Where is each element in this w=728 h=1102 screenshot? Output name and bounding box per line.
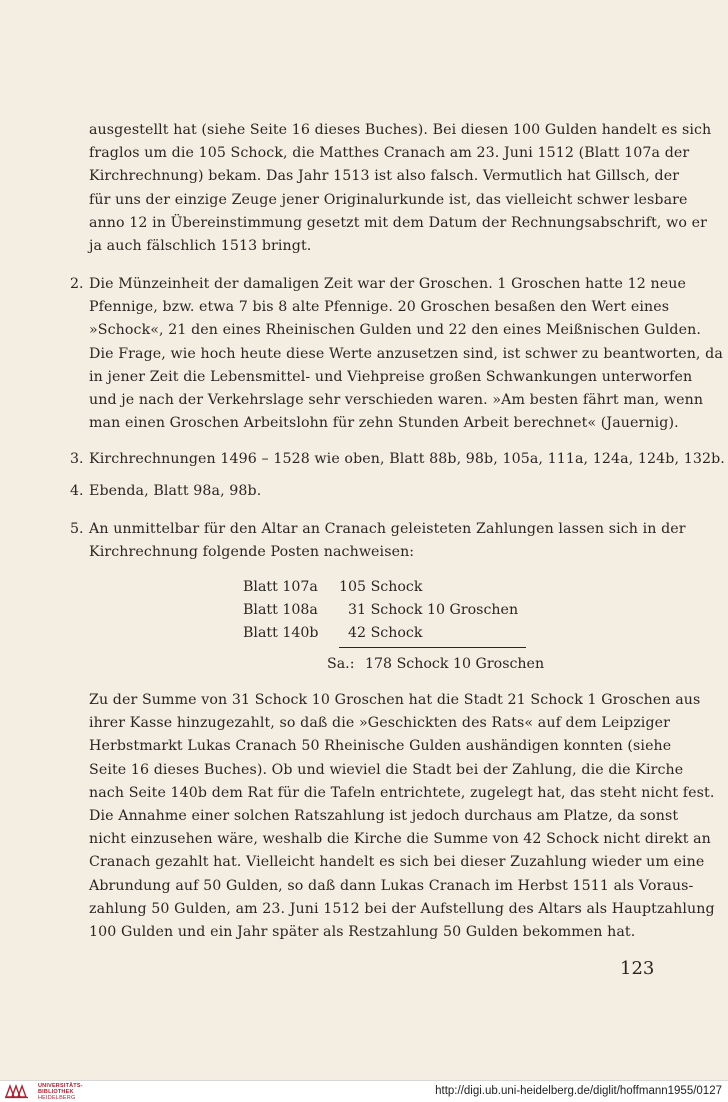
text-line: »Schock«, 21 den eines Rheinischen Gulden und 22 den eines Meißnischen Gulden.	[89, 322, 701, 339]
text-line: Abrundung auf 50 Gulden, so daß dann Lukas Cranach im Herbst 1511 als Voraus-	[89, 877, 694, 894]
library-name[interactable]	[38, 1083, 83, 1101]
ledger-ref: Blatt 108a	[243, 602, 318, 619]
text-line: Kirchrechnungen 1496 – 1528 wie oben, Blatt 88b, 98b, 105a, 111a, 124a, 124b, 132b.	[89, 451, 725, 467]
text-line: Ebenda, Blatt 98a, 98b.	[89, 483, 262, 499]
payment-ledger	[243, 576, 529, 646]
text-line: in jener Zeit die Lebensmittel- und Viehpreise großen Schwankungen unterworfen	[89, 368, 693, 385]
text-line: ihrer Kasse hinzugezahlt, so daß die »Geschickten des Rats« auf dem Leipziger	[89, 715, 670, 732]
text-line: und je nach der Verkehrslage sehr verschieden waren. »Am besten fährt man, wenn	[89, 392, 704, 409]
text-line: man einen Groschen Arbeitslohn für zehn Stunden Arbeit berechnet« (Jauernig).	[89, 415, 679, 432]
text-line: nicht einzusehen wäre, weshalb die Kirche die Summe von 42 Schock nicht direkt an	[89, 831, 711, 848]
note-number: 4.	[70, 483, 84, 499]
ledger-sum	[327, 653, 544, 676]
permalink-url[interactable]: http://digi.ub.uni-heidelberg.de/diglit/hoffmann1955/0127	[435, 1085, 722, 1097]
text-line: Herbstmarkt Lukas Cranach 50 Rheinische Gulden aushändigen konnten (siehe	[89, 738, 672, 755]
closing-paragraph	[89, 689, 715, 944]
intro-paragraph	[89, 119, 712, 258]
text-line: zahlung 50 Gulden, am 23. Juni 1512 bei der Aufstellung des Altars als Hauptzahlung	[89, 900, 715, 917]
ledger-row	[243, 599, 529, 622]
ledger-row	[243, 576, 529, 599]
ledger-sum-rule	[339, 647, 526, 648]
text-line: fraglos um die 105 Schock, die Matthes Cranach am 23. Juni 1512 (Blatt 107a der	[89, 145, 690, 162]
text-line: 100 Gulden und ein Jahr später als Restzahlung 50 Gulden bekommen hat.	[89, 924, 636, 941]
text-line: ja auch fälschlich 1513 bringt.	[89, 238, 312, 255]
text-line: Die Münzeinheit der damaligen Zeit war der Groschen. 1 Groschen hatte 12 neue	[89, 276, 686, 292]
note-4-paragraph	[89, 480, 653, 503]
text-line: Die Frage, wie hoch heute diese Werte anzusetzen sind, ist schwer zu beantworten, da	[89, 345, 723, 362]
note-number: 3.	[70, 451, 84, 467]
ledger-ref: Blatt 140b	[243, 625, 319, 642]
ledger-amount: 105 Schock	[339, 579, 423, 595]
text-line: nach Seite 140b dem Rat für die Tafeln entrichtete, zugelegt hat, das steht nicht fest.	[89, 784, 715, 801]
text-line: anno 12 in Übereinstimmung gesetzt mit dem Datum der Rechnungsabschrift, wo er	[89, 214, 708, 231]
note-number: 5.	[70, 521, 84, 537]
note-3-paragraph	[89, 448, 725, 471]
page-number: 123	[620, 958, 655, 979]
text-line: Cranach gezahlt hat. Vielleicht handelt es sich bei dieser Zuzahlung wieder um eine	[89, 854, 705, 871]
library-name-line: HEIDELBERG	[38, 1095, 76, 1101]
note-2-paragraph	[89, 273, 723, 435]
ledger-sum-amount: 178 Schock 10 Groschen	[364, 656, 545, 672]
text-line: ausgestellt hat (siehe Seite 16 dieses Buches). Bei diesen 100 Gulden handelt es sich	[89, 122, 712, 138]
note-5-paragraph	[89, 518, 686, 564]
note-number: 2.	[70, 276, 84, 292]
text-line: An unmittelbar für den Altar an Cranach geleisteten Zahlungen lassen sich in der	[89, 521, 686, 537]
library-name-line: UNIVERSITÄTS-	[38, 1083, 83, 1089]
ledger-row	[243, 622, 529, 645]
text-line: Die Annahme einer solchen Ratszahlung ist jedoch durchaus am Platze, da sonst	[89, 808, 679, 825]
ledger-ref: Blatt 107a	[243, 579, 318, 595]
ledger-amount: 31 Schock 10 Groschen	[348, 602, 519, 619]
text-line: für uns der einzige Zeuge jener Originalurkunde ist, das vielleicht schwer lesbare	[89, 191, 688, 208]
text-line: Kirchrechnung) bekam. Das Jahr 1513 ist also falsch. Vermutlich hat Gillsch, der	[89, 168, 680, 185]
text-line: Seite 16 dieses Buches). Ob und wieviel die Stadt bei der Zahlung, die die Kirche	[89, 761, 684, 778]
text-line: Pfennige, bzw. etwa 7 bis 8 alte Pfennige. 20 Groschen besaßen den Wert eines	[89, 299, 670, 316]
library-name-line: BIBLIOTHEK	[38, 1089, 74, 1095]
text-line: Kirchrechnung folgende Posten nachweisen:	[89, 544, 415, 561]
text-line: Zu der Summe von 31 Schock 10 Groschen hat die Stadt 21 Schock 1 Groschen aus	[89, 692, 701, 708]
ledger-sum-label: Sa.:	[327, 656, 355, 672]
library-logo-icon[interactable]	[4, 1083, 34, 1099]
ledger-amount: 42 Schock	[348, 625, 423, 642]
